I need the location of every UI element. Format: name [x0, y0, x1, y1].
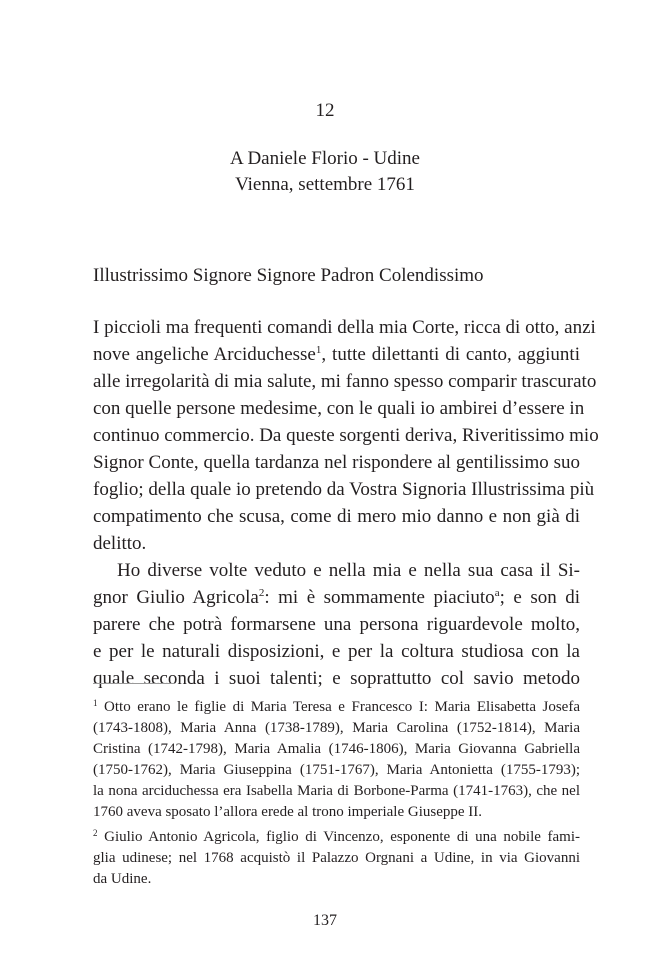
- note-ref-a: a: [494, 587, 500, 599]
- footnote-line: glia udinese; nel 1768 acquistò il Palazzo Orgnani a Udine, in via Giovanni: [93, 850, 580, 866]
- footnote-line: $^2$ Giulio Antonio Agricola, figlio di Vincenzo, esponente di una nobile fami-: [93, 828, 581, 845]
- letter-place-date: Vienna, settembre 1761: [235, 174, 415, 195]
- body-line: Signor Conte, quella tardanza nel rispondere al gentilissimo suo: [93, 452, 580, 473]
- footnote-ref-2: 2: [258, 587, 265, 599]
- footnote-line: (1743-1808), Maria Anna (1738-1789), Maria Carolina (1752-1814), Maria: [93, 720, 580, 736]
- body-line: gnor Giulio Agricola$^2$: mi è sommamente piaciuto$^a$; e son di: [93, 587, 581, 608]
- body-line: alle irregolarità di mia salute, mi fanno spesso comparir trascurato: [93, 371, 597, 392]
- letter-recipient: A Daniele Florio - Udine: [230, 148, 420, 169]
- salutation: Illustrissimo Signore Signore Padron Colendissimo: [93, 265, 484, 286]
- letter-number: 12: [315, 100, 335, 121]
- body-line: I piccioli ma frequenti comandi della mia Corte, ricca di otto, anzi: [93, 317, 596, 338]
- body-line: continuo commercio. Da queste sorgenti deriva, Riveritissimo mio: [93, 425, 599, 446]
- body-line: quale seconda i suoi talenti; e soprattutto col savio metodo: [93, 668, 580, 689]
- body-line: delitto.: [93, 533, 147, 554]
- body-line: Ho diverse volte veduto e nella mia e nella sua casa il Si-: [117, 560, 580, 581]
- footnote-line: Cristina (1742-1798), Maria Amalia (1746-1806), Maria Giovanna Gabriella: [93, 741, 580, 757]
- footnote-line: $^1$ Otto erano le figlie di Maria Teresa e Francesco I: Maria Elisabetta Josefa: [93, 698, 580, 715]
- body-line: nove angeliche Arciduchesse$^1$, tutte dilettanti di canto, aggiunti: [93, 344, 580, 365]
- footnote-ref-1: 1: [315, 344, 322, 356]
- page-number: 137: [313, 912, 337, 929]
- footnote-separator: [93, 683, 175, 684]
- footnote-line: la nona arciduchessa era Isabella Maria di Borbone-Parma (1741-1763), che nel: [93, 783, 580, 799]
- footnote-marker-1: 1: [93, 698, 98, 708]
- body-line: compatimento che scusa, come di mero mio danno e non già di: [93, 506, 580, 527]
- body-line: foglio; della quale io pretendo da Vostra Signoria Illustrissima più: [93, 479, 595, 500]
- body-line: e per le naturali disposizioni, e per la coltura studiosa con la: [93, 641, 580, 662]
- footnote-line: da Udine.: [93, 871, 152, 887]
- body-line: parere che potrà formarsene una persona riguardevole molto,: [93, 614, 580, 635]
- footnote-marker-2: 2: [93, 828, 98, 838]
- footnote-line: 1760 aveva sposato l’allora erede al trono imperiale Giuseppe II.: [93, 804, 483, 820]
- body-line: con quelle persone medesime, con le quali io ambirei d’essere in: [93, 398, 585, 419]
- footnote-line: (1750-1762), Maria Giuseppina (1751-1767), Maria Antonietta (1755-1793);: [93, 762, 580, 778]
